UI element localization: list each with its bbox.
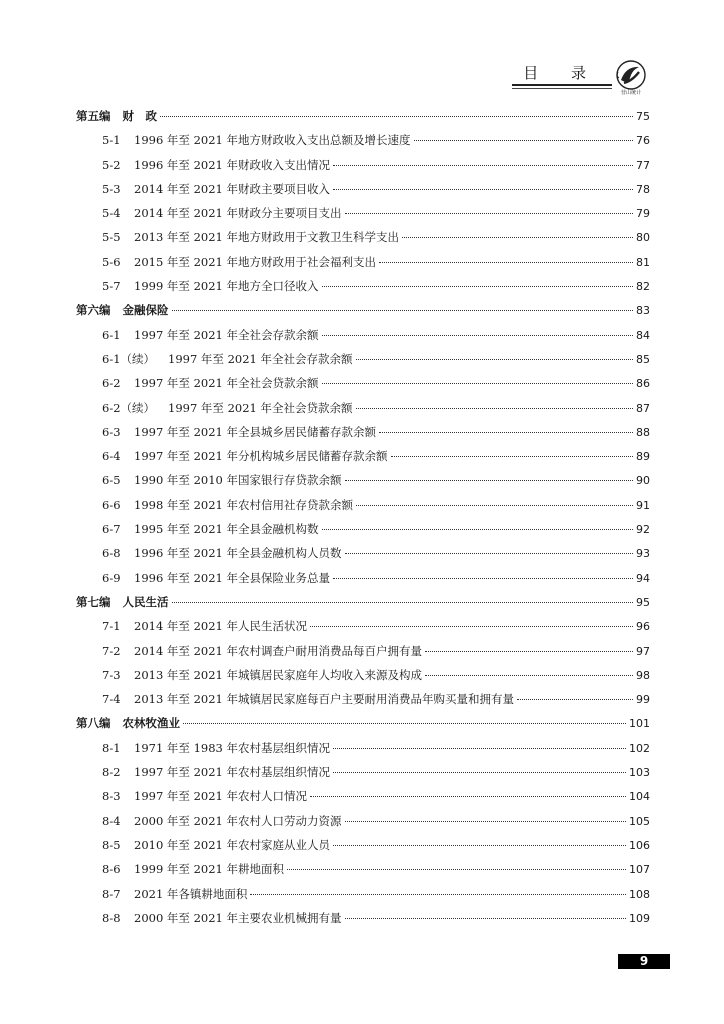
toc-entry-number: 6-2 (102, 376, 121, 391)
toc-entry-title: 1997 年至 2021 年全社会存款余额 (168, 351, 353, 366)
toc-entry-title: 1998 年至 2021 年农村信用社存贷款余额 (134, 497, 353, 512)
dot-leader (172, 602, 634, 603)
dot-leader (356, 359, 634, 360)
toc-entry-page: 92 (636, 523, 650, 537)
toc-entry-number: 8-1 (102, 740, 121, 755)
dot-leader (333, 578, 633, 579)
toc-entry-number: 8-6 (102, 862, 121, 877)
toc-entry-number: 6-4 (102, 449, 121, 464)
toc-entry-page: 89 (636, 450, 650, 464)
toc-entry (76, 667, 650, 691)
toc-entry-number: 8-7 (102, 886, 121, 901)
toc-entry-number: 5-3 (102, 181, 121, 196)
toc-entry (76, 132, 650, 156)
toc-entry-title: 1996 年至 2021 年全县保险业务总量 (134, 570, 330, 585)
toc-entry-number: 8-8 (102, 910, 121, 925)
toc-entry-page: 101 (629, 717, 650, 731)
toc-entry-page: 98 (636, 668, 650, 682)
toc-entry-title: 1997 年至 2021 年农村基层组织情况 (134, 765, 330, 780)
logo-caption: 营山统计 (620, 90, 642, 96)
dot-leader (322, 335, 634, 336)
dot-leader (172, 310, 634, 311)
toc-entry-title: 金融保险 (122, 303, 169, 318)
statistics-logo-icon (612, 58, 650, 96)
toc-entry-number: 第五编 (76, 109, 111, 123)
toc-entry (76, 861, 650, 885)
dot-leader (425, 675, 633, 676)
toc-entry-page: 90 (636, 474, 650, 488)
toc-entry-number: 5-1 (102, 133, 121, 148)
toc-entry (76, 545, 650, 569)
toc-entry-number: 第六编 (76, 303, 111, 318)
toc-entry-title: 农林牧渔业 (122, 716, 180, 731)
dot-leader (345, 918, 627, 919)
toc-section-entry (76, 715, 650, 739)
toc-entry-title: 1996 年至 2021 年财政收入支出情况 (134, 157, 330, 172)
toc-entry (76, 205, 650, 229)
toc-entry (76, 229, 650, 253)
toc-entry-number: 6-7 (102, 522, 121, 537)
toc-entry-page: 93 (636, 547, 650, 561)
toc-entry-title: 2014 年至 2021 年人民生活状况 (134, 619, 307, 634)
toc-entry-page: 86 (636, 377, 650, 391)
dot-leader (356, 505, 633, 506)
dot-leader (160, 116, 633, 117)
toc-entry (76, 813, 650, 837)
toc-entry (76, 570, 650, 594)
toc-entry-number: 第七编 (76, 594, 111, 609)
toc-entry-page: 84 (636, 328, 650, 342)
toc-entry-title: 2013 年至 2021 年城镇居民家庭每百户主要耐用消费品年购买量和拥有量 (134, 692, 514, 707)
toc-entry-page: 82 (636, 280, 650, 294)
toc-section-entry (76, 108, 650, 132)
toc-entry-title: 财 政 (122, 109, 157, 123)
dot-leader (402, 237, 633, 238)
toc-entry (76, 910, 650, 934)
toc-entry-page: 105 (629, 814, 650, 828)
toc-entry-number: 6-1 (102, 327, 121, 342)
toc-entry (76, 400, 650, 424)
toc-entry-page: 76 (636, 134, 650, 148)
toc-entry-title: 1997 年至 2021 年全社会贷款余额 (168, 400, 353, 415)
toc-entry-title: 1997 年至 2021 年农村人口情况 (134, 789, 307, 804)
toc-entry-page: 94 (636, 571, 650, 585)
dot-leader (379, 262, 633, 263)
dot-leader (333, 189, 633, 190)
toc-entry (76, 424, 650, 448)
toc-entry-number: 8-5 (102, 837, 121, 852)
dot-leader (287, 869, 626, 870)
toc-entry (76, 181, 650, 205)
toc-entry-page: 103 (629, 766, 650, 780)
toc-entry-page: 99 (636, 693, 650, 707)
toc-entry-number: 6-3 (102, 424, 121, 439)
toc-entry-title: 1999 年至 2021 年地方全口径收入 (134, 279, 319, 294)
toc-entry-page: 108 (629, 887, 650, 901)
toc-entry-number: 5-7 (102, 279, 121, 294)
toc-entry-title: 1997 年至 2021 年全县城乡居民储蓄存款余额 (134, 424, 376, 439)
toc-entry-page: 87 (636, 401, 650, 415)
dot-leader (250, 894, 626, 895)
toc-entry-title: 1971 年至 1983 年农村基层组织情况 (134, 740, 330, 755)
toc-entry-page: 88 (636, 425, 650, 439)
toc-entry (76, 254, 650, 278)
toc-entry-page: 81 (636, 255, 650, 269)
dot-leader (183, 723, 626, 724)
toc-entry-title: 1995 年至 2021 年全县金融机构数 (134, 522, 319, 537)
toc-entry (76, 837, 650, 861)
toc-section-entry (76, 594, 650, 618)
toc-entry-page: 91 (636, 498, 650, 512)
page-number-badge: 9 (618, 954, 670, 969)
dot-leader (333, 845, 626, 846)
toc-entry (76, 764, 650, 788)
toc-entry-number: 8-3 (102, 789, 121, 804)
toc-entry-title: 2014 年至 2021 年财政主要项目收入 (134, 181, 330, 196)
page-header (512, 62, 612, 84)
toc-entry-title: 1996 年至 2021 年全县金融机构人员数 (134, 546, 342, 561)
header-rule (512, 84, 612, 86)
toc-entry (76, 521, 650, 545)
dot-leader (379, 432, 633, 433)
dot-leader (414, 140, 634, 141)
toc-entry (76, 448, 650, 472)
toc-entry (76, 497, 650, 521)
toc-entry-title: 人民生活 (122, 594, 169, 609)
toc-entry-page: 75 (636, 110, 650, 123)
header-title: 目 录 (523, 64, 600, 82)
toc-entry (76, 327, 650, 351)
dot-leader (322, 286, 634, 287)
toc-entry-page: 83 (636, 304, 650, 318)
dot-leader (333, 772, 626, 773)
toc-entry-page: 85 (636, 352, 650, 366)
toc-entry-page: 102 (629, 741, 650, 755)
toc-entry-title: 2000 年至 2021 年农村人口劳动力资源 (134, 813, 342, 828)
toc-entry-page: 109 (629, 911, 650, 925)
toc-entry-page: 78 (636, 182, 650, 196)
toc-entry-page: 77 (636, 158, 650, 172)
toc-entry-title: 1999 年至 2021 年耕地面积 (134, 862, 284, 877)
toc-entry-number: 7-4 (102, 692, 121, 707)
toc-entry-page: 79 (636, 207, 650, 221)
toc-entry (76, 691, 650, 715)
toc-entry-title: 1990 年至 2010 年国家银行存贷款余额 (134, 473, 342, 488)
toc-entry-number: 6-9 (102, 570, 121, 585)
toc-entry (76, 886, 650, 910)
dot-leader (345, 213, 634, 214)
toc-entry-number: 7-1 (102, 619, 121, 634)
toc-entry (76, 278, 650, 302)
dot-leader (391, 456, 634, 457)
toc-entry-page: 106 (629, 838, 650, 852)
header-rule-thin (512, 88, 612, 89)
toc-entry-number: 6-2（续） (102, 400, 156, 415)
toc-entry (76, 740, 650, 764)
dot-leader (333, 748, 626, 749)
toc-entry-number: 8-4 (102, 813, 121, 828)
toc-entry-title: 2000 年至 2021 年主要农业机械拥有量 (134, 910, 342, 925)
dot-leader (322, 529, 634, 530)
toc-entry (76, 472, 650, 496)
toc-entry-number: 7-3 (102, 667, 121, 682)
toc-entry-title: 2014 年至 2021 年农村调查户耐用消费品每百户拥有量 (134, 643, 422, 658)
toc-entry-title: 2014 年至 2021 年财政分主要项目支出 (134, 206, 342, 221)
toc-entry-page: 80 (636, 231, 650, 245)
toc-entry-title: 1997 年至 2021 年分机构城乡居民储蓄存款余额 (134, 449, 388, 464)
toc-entry (76, 351, 650, 375)
toc-section-entry (76, 302, 650, 326)
dot-leader (345, 821, 627, 822)
toc-entry-title: 2021 年各镇耕地面积 (134, 886, 248, 901)
toc-entry-number: 6-8 (102, 546, 121, 561)
toc-entry-title: 2013 年至 2021 年城镇居民家庭年人均收入来源及构成 (134, 667, 422, 682)
toc-entry-page: 104 (629, 790, 650, 804)
toc-entry (76, 643, 650, 667)
dot-leader (322, 383, 634, 384)
toc-entry-title: 2013 年至 2021 年地方财政用于文教卫生科学支出 (134, 230, 399, 245)
toc-entry-page: 96 (636, 620, 650, 634)
toc-entry-number: 8-2 (102, 765, 121, 780)
toc-entry-number: 第八编 (76, 716, 111, 731)
toc-entry-title: 2010 年至 2021 年农村家庭从业人员 (134, 837, 330, 852)
dot-leader (425, 651, 633, 652)
toc-entry-number: 6-6 (102, 497, 121, 512)
toc-entry-number: 5-2 (102, 157, 121, 172)
toc-entry (76, 788, 650, 812)
toc-entry (76, 157, 650, 181)
dot-leader (333, 165, 633, 166)
dot-leader (310, 626, 633, 627)
toc-entry-page: 97 (636, 644, 650, 658)
table-of-contents (76, 108, 650, 934)
dot-leader (310, 796, 626, 797)
toc-entry-number: 5-5 (102, 230, 121, 245)
toc-entry-number: 7-2 (102, 643, 121, 658)
dot-leader (345, 480, 634, 481)
toc-entry-title: 1997 年至 2021 年全社会贷款余额 (134, 376, 319, 391)
dot-leader (345, 553, 634, 554)
toc-entry (76, 375, 650, 399)
toc-entry-number: 5-6 (102, 254, 121, 269)
toc-entry-number: 6-5 (102, 473, 121, 488)
toc-entry-title: 1997 年至 2021 年全社会存款余额 (134, 327, 319, 342)
toc-entry-page: 107 (629, 863, 650, 877)
toc-entry-title: 2015 年至 2021 年地方财政用于社会福利支出 (134, 254, 376, 269)
dot-leader (517, 699, 633, 700)
toc-entry-title: 1996 年至 2021 年地方财政收入支出总额及增长速度 (134, 133, 411, 148)
toc-entry (76, 618, 650, 642)
toc-entry-number: 5-4 (102, 206, 121, 221)
toc-entry-page: 95 (636, 595, 650, 609)
toc-entry-number: 6-1（续） (102, 351, 156, 366)
dot-leader (356, 408, 634, 409)
